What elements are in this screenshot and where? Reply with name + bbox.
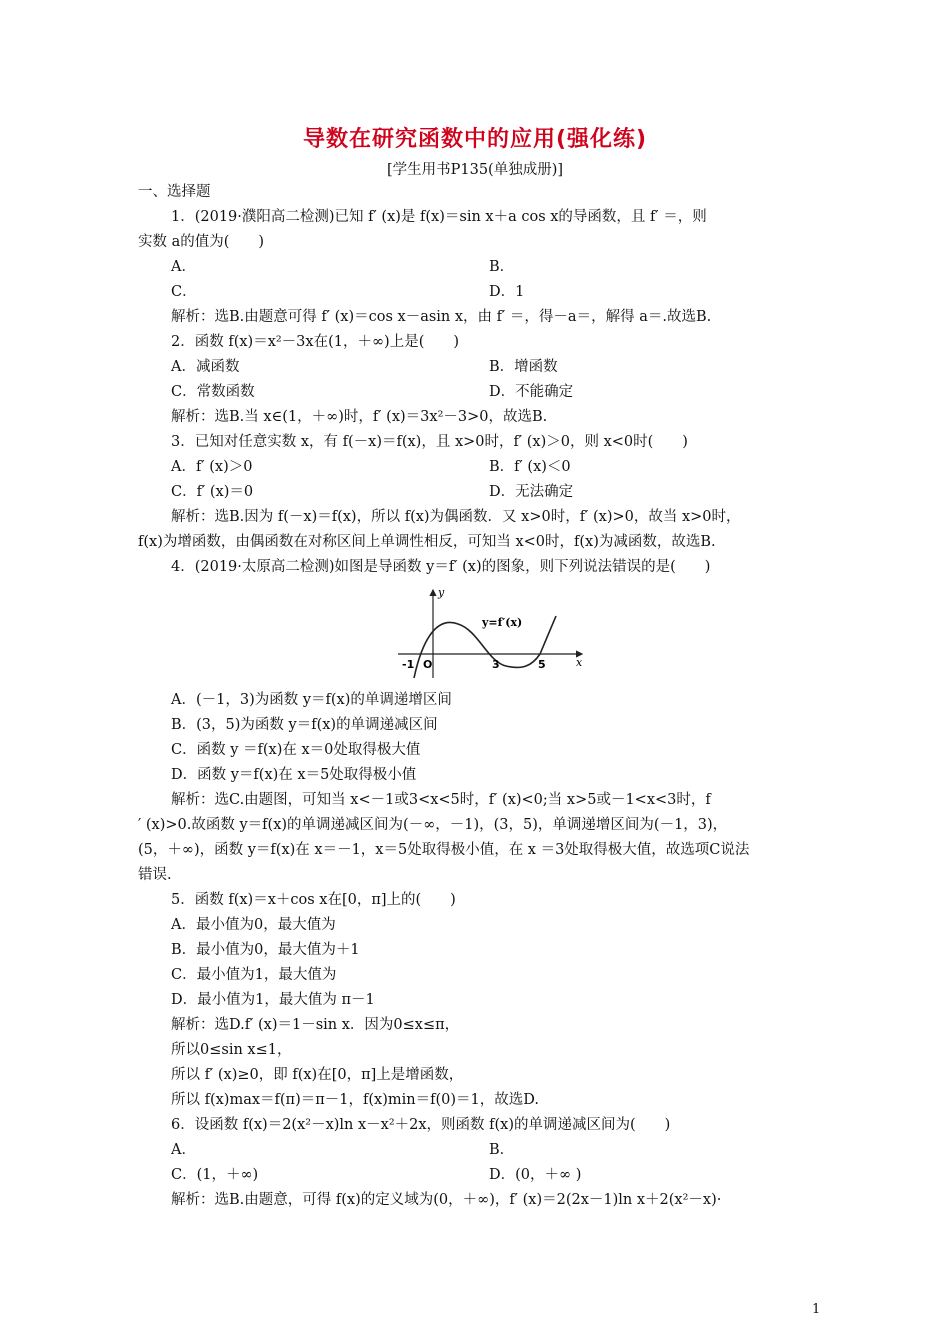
q1-options-row1 xyxy=(138,255,818,280)
derivative-graph-svg xyxy=(396,586,586,682)
q1-option-c: C． xyxy=(171,284,197,300)
q1-stem-line1: 1．(2019·濮阳高二检测)已知 f′ (x)是 f(x)＝sin x＋a cos x的导函数，且 f′ ＝，则 xyxy=(171,209,707,225)
q5-analysis-line3: 所以 f′ (x)≥0，即 f(x)在[0，π]上是增函数， xyxy=(171,1067,464,1083)
q3-option-d: D．无法确定 xyxy=(489,484,574,500)
q5-analysis-line4: 所以 f(x)max＝f(π)＝π－1，f(x)min＝f(0)＝1，故选D. xyxy=(171,1092,539,1108)
q1-option-a: A． xyxy=(171,259,196,275)
q1-option-b: B． xyxy=(489,259,515,275)
q4-analysis-line2: ′ (x)>0.故函数 y＝f(x)的单调递减区间为(－∞，－1)，(3，5)，单调递增区间为(－1，3)， xyxy=(138,817,728,833)
q1-options-row2 xyxy=(138,280,818,305)
curve-label: y=f′(x) xyxy=(482,616,523,629)
q6-option-a: A． xyxy=(171,1142,196,1158)
q3-analysis-line1: 解析：选B.因为 f(－x)＝f(x)，所以 f(x)为偶函数．又 x>0时，f′ (x)>0，故当 x>0时， xyxy=(171,509,741,525)
q2-stem: 2．函数 f(x)＝x²－3x在(1，＋∞)上是( ) xyxy=(171,334,460,350)
q3-options-row2 xyxy=(138,480,818,505)
tick-label-3: 3 xyxy=(492,658,500,671)
q3-analysis-line2: f(x)为增函数，由偶函数在对称区间上单调性相反，可知当 x<0时，f(x)为减函数，故选B. xyxy=(138,534,716,550)
q6-option-c: C．(1，＋∞) xyxy=(171,1167,259,1183)
page-title: 导数在研究函数中的应用(强化练) xyxy=(302,127,648,152)
q5-analysis-line1: 解析：选D.f′ (x)＝1－sin x．因为0≤x≤π， xyxy=(171,1017,460,1033)
q3-stem: 3．已知对任意实数 x，有 f(－x)＝f(x)，且 x>0时，f′ (x)＞0，则 x<0时( ) xyxy=(171,434,688,450)
q3-option-c: C．f′ (x)＝0 xyxy=(171,484,254,500)
q3-option-a: A．f′ (x)＞0 xyxy=(171,459,253,475)
q1-option-d: D．1 xyxy=(489,284,525,300)
q4-option-c: C．函数 y ＝f(x)在 x＝0处取得极大值 xyxy=(171,742,421,758)
q5-option-c: C．最小值为1，最大值为 xyxy=(171,967,337,983)
q5-option-b: B．最小值为0，最大值为＋1 xyxy=(171,942,360,958)
tick-label-origin: O xyxy=(423,658,433,671)
q4-analysis-line1: 解析：选C.由题图，可知当 x<－1或3<x<5时，f′ (x)<0;当 x>5或－1<x<3时，f xyxy=(171,792,711,808)
q2-option-d: D．不能确定 xyxy=(489,384,574,400)
q2-option-a: A．减函数 xyxy=(171,359,240,375)
q2-options-row2 xyxy=(138,380,818,405)
page-number: 1 xyxy=(812,1302,821,1317)
page-subtitle: [学生用书P135(单独成册)] xyxy=(386,162,564,178)
q4-analysis-line4: 错误. xyxy=(138,867,172,883)
q5-stem: 5．函数 f(x)＝x＋cos x在[0，π]上的( ) xyxy=(171,892,456,908)
axis-y-label: y xyxy=(438,586,445,599)
q4-stem: 4．(2019·太原高二检测)如图是导函数 y＝f′ (x)的图象，则下列说法错误的是( ) xyxy=(171,559,711,575)
q6-stem: 6．设函数 f(x)＝2(x²－x)ln x－x²＋2x，则函数 f(x)的单调递减区间为( ) xyxy=(171,1117,671,1133)
q3-options-row1 xyxy=(138,455,818,480)
q6-options-row1 xyxy=(138,1138,818,1163)
q1-stem-line2: 实数 a的值为( ) xyxy=(138,234,265,250)
q2-option-b: B．增函数 xyxy=(489,359,558,375)
q4-option-b: B．(3，5)为函数 y＝f(x)的单调递减区间 xyxy=(171,717,438,733)
q4-option-a: A．(－1，3)为函数 y＝f(x)的单调递增区间 xyxy=(171,692,452,708)
q6-options-row2 xyxy=(138,1163,818,1188)
q2-options-row1 xyxy=(138,355,818,380)
section-heading: 一、选择题 xyxy=(138,184,211,200)
q4-derivative-graph xyxy=(396,586,586,682)
q4-option-d: D．函数 y＝f(x)在 x＝5处取得极小值 xyxy=(171,767,417,783)
q4-analysis-line3: (5，＋∞)，函数 y＝f(x)在 x＝－1，x＝5处取得极小值，在 x ＝3处取得极大值，故选项C说法 xyxy=(138,842,750,858)
q1-analysis: 解析：选B.由题意可得 f′ (x)＝cos x－asin x，由 f′ ＝，得－a＝，解得 a＝.故选B. xyxy=(171,309,712,325)
q6-analysis: 解析：选B.由题意，可得 f(x)的定义域为(0，＋∞)，f′ (x)＝2(2x－1)ln x＋2(x²－x)· xyxy=(171,1192,722,1208)
tick-label-5: 5 xyxy=(538,658,546,671)
q5-option-a: A．最小值为0，最大值为 xyxy=(171,917,336,933)
tick-label-neg1: -1 xyxy=(402,658,415,671)
q3-option-b: B．f′ (x)＜0 xyxy=(489,459,571,475)
q6-option-d: D．(0，＋∞ ) xyxy=(489,1167,582,1183)
document-body xyxy=(138,180,818,1213)
q2-option-c: C．常数函数 xyxy=(171,384,255,400)
q5-analysis-line2: 所以0≤sin x≤1， xyxy=(171,1042,292,1058)
q2-analysis: 解析：选B.当 x∈(1，＋∞)时，f′ (x)＝3x²－3>0，故选B. xyxy=(171,409,548,425)
axis-x-label: x xyxy=(576,656,583,669)
q5-option-d: D．最小值为1，最大值为 π－1 xyxy=(171,992,375,1008)
q6-option-b: B． xyxy=(489,1142,515,1158)
